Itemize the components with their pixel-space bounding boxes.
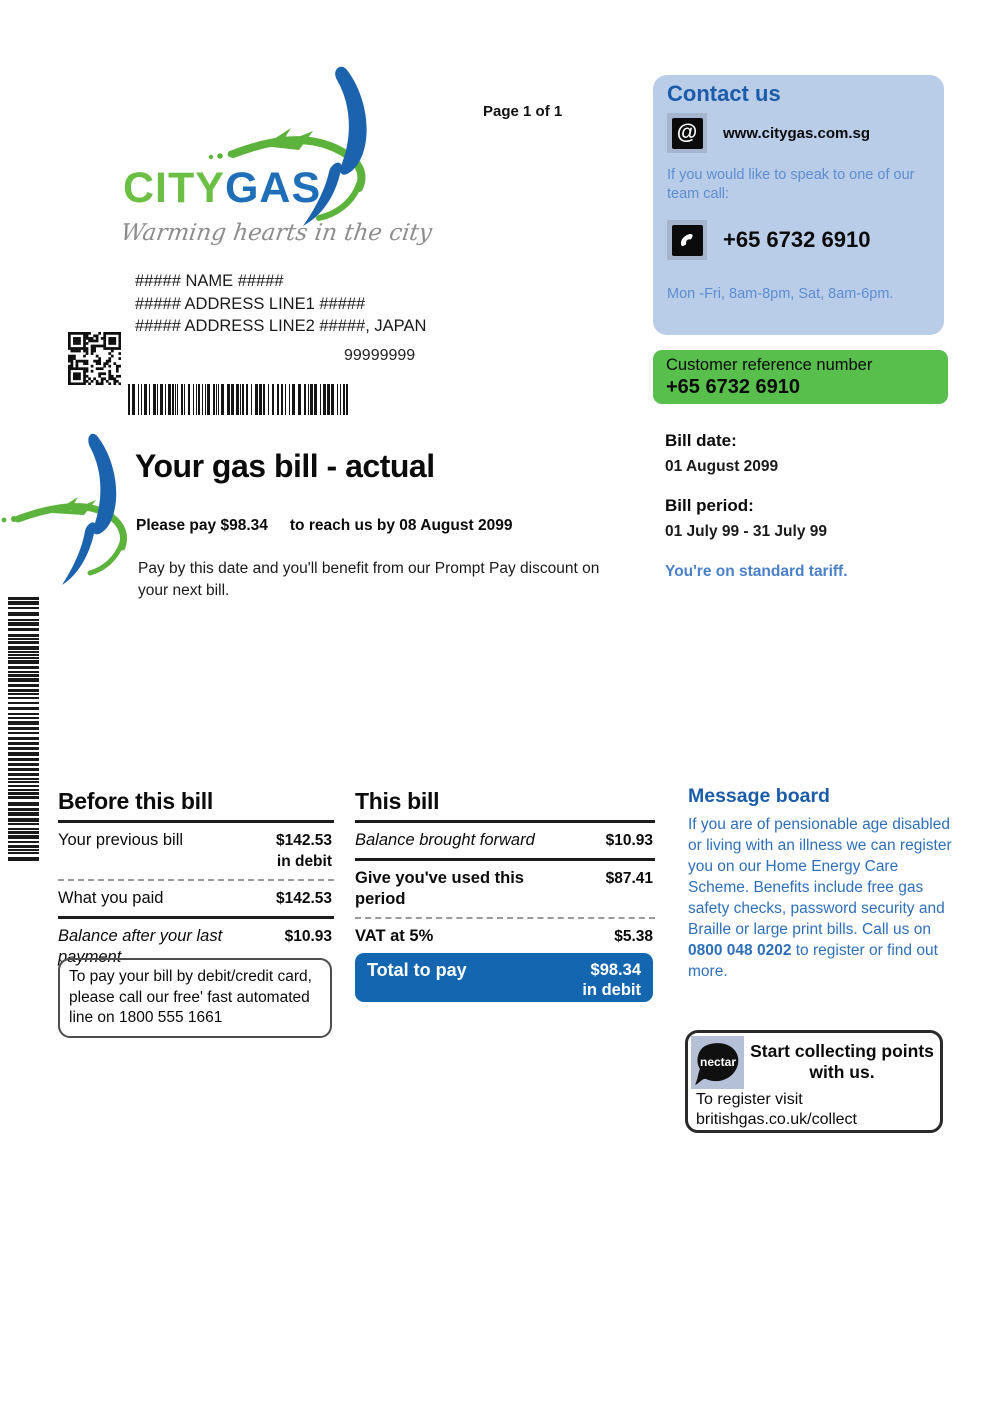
row-label: Give you've used this period (355, 869, 524, 908)
total-label: Total to pay (367, 960, 467, 980)
brand-wordmark (123, 164, 321, 213)
contact-hours: Mon -Fri, 8am-8pm, Sat, 8am-6pm. (667, 286, 894, 302)
tariff-note: You're on standard tariff. (665, 563, 848, 580)
prompt-pay-note: Pay by this date and you'll benefit from our Prompt Pay discount on your next bill. (138, 560, 600, 599)
bill-meta (665, 431, 945, 581)
citygas-logo (115, 62, 434, 257)
nectar-blob-icon (693, 1038, 743, 1088)
pay-prefix: Please pay (136, 517, 217, 534)
flame-icon (0, 425, 140, 595)
contact-website: www.citygas.com.sg (723, 124, 870, 142)
card-payment-note: To pay your bill by debit/credit card, please call our free' fast automated line on 1800 555 1661 (58, 958, 332, 1038)
this-bill-title: This bill (355, 788, 655, 823)
message-board-phone: 0800 048 0202 (688, 942, 792, 959)
page-number: Page 1 of 1 (483, 103, 563, 120)
row-label: Your previous bill (58, 831, 184, 849)
brand-tagline: Warming hearts in the city (119, 220, 434, 246)
bill-period-value: 01 July 99 - 31 July 99 (665, 523, 827, 540)
customer-reference-label: Customer reference number (666, 356, 873, 374)
pay-instruction (136, 517, 512, 535)
this-bill-section (355, 788, 655, 954)
nectar-logo (691, 1036, 744, 1089)
row-value: $142.53 (275, 890, 332, 907)
recipient-address2: ##### ADDRESS LINE2 #####, JAPAN (135, 317, 427, 335)
table-row (58, 881, 334, 919)
svg-text:nectar: nectar (699, 1054, 736, 1069)
before-this-bill-title: Before this bill (58, 788, 334, 823)
row-value: $5.38 (614, 928, 653, 945)
pay-due-date: 08 August 2099 (399, 517, 513, 534)
customer-reference-panel (653, 350, 948, 404)
pay-amount: $98.34 (220, 517, 268, 534)
before-this-bill-section (58, 788, 334, 975)
row-value: $87.41 (605, 870, 653, 887)
row-label: VAT at 5% (355, 927, 434, 945)
table-row (58, 823, 334, 881)
table-row (355, 861, 655, 919)
contact-speak-text: If you would like to speak to one of our team call: (667, 167, 915, 202)
nectar-register: To register visit britishgas.co.uk/collect (696, 1091, 857, 1128)
nectar-headline: Start collecting points with us. (750, 1041, 934, 1082)
bill-date-value: 01 August 2099 (665, 458, 779, 475)
brand-city: CITY (123, 164, 225, 212)
contact-us-title: Contact us (667, 81, 781, 106)
bill-date-label: Bill date: (665, 431, 737, 450)
phone-icon (667, 220, 707, 260)
barcode-vertical (8, 597, 39, 863)
account-number: 99999999 (344, 347, 416, 364)
barcode-horizontal (128, 384, 350, 415)
message-board-section (688, 785, 953, 982)
total-value: $98.34 in debit (582, 961, 641, 999)
row-value: $10.93 (605, 832, 653, 849)
bill-period-label: Bill period: (665, 496, 754, 515)
contact-us-panel (653, 75, 944, 335)
bill-title: Your gas bill - actual (135, 448, 435, 484)
row-label: Balance after your last payment (58, 927, 223, 966)
message-board-body: If you are of pensionable age disabled or living with an illness we can register you on our Home Energy Care Scheme. Benefits include free gas safety checks, password security and Braille or large print bills. Call us on 0800 048 0202 to register or find out more. (688, 816, 952, 980)
email-at-icon: @ (667, 113, 707, 153)
message-board-title: Message board (688, 785, 830, 807)
table-row (355, 823, 655, 861)
table-row (355, 919, 655, 954)
recipient-address1: ##### ADDRESS LINE1 ##### (135, 294, 366, 313)
total-to-pay-panel (355, 953, 653, 1002)
nectar-register-url: britishgas.co.uk/collect (696, 1111, 857, 1128)
row-value: $142.53 in debit (275, 832, 332, 870)
recipient-name: ##### NAME ##### (135, 272, 284, 290)
row-value: $10.93 (284, 928, 332, 945)
row-label: Balance brought forward (355, 831, 535, 849)
pay-suffix: to reach us by (289, 517, 395, 534)
nectar-panel (685, 1030, 943, 1133)
brand-gas: GAS (224, 164, 322, 212)
contact-phone: +65 6732 6910 (723, 227, 871, 252)
recipient-address (135, 270, 426, 338)
customer-reference-value: +65 6732 6910 (666, 376, 801, 398)
row-label: What you paid (58, 889, 164, 907)
qr-code (68, 332, 121, 385)
